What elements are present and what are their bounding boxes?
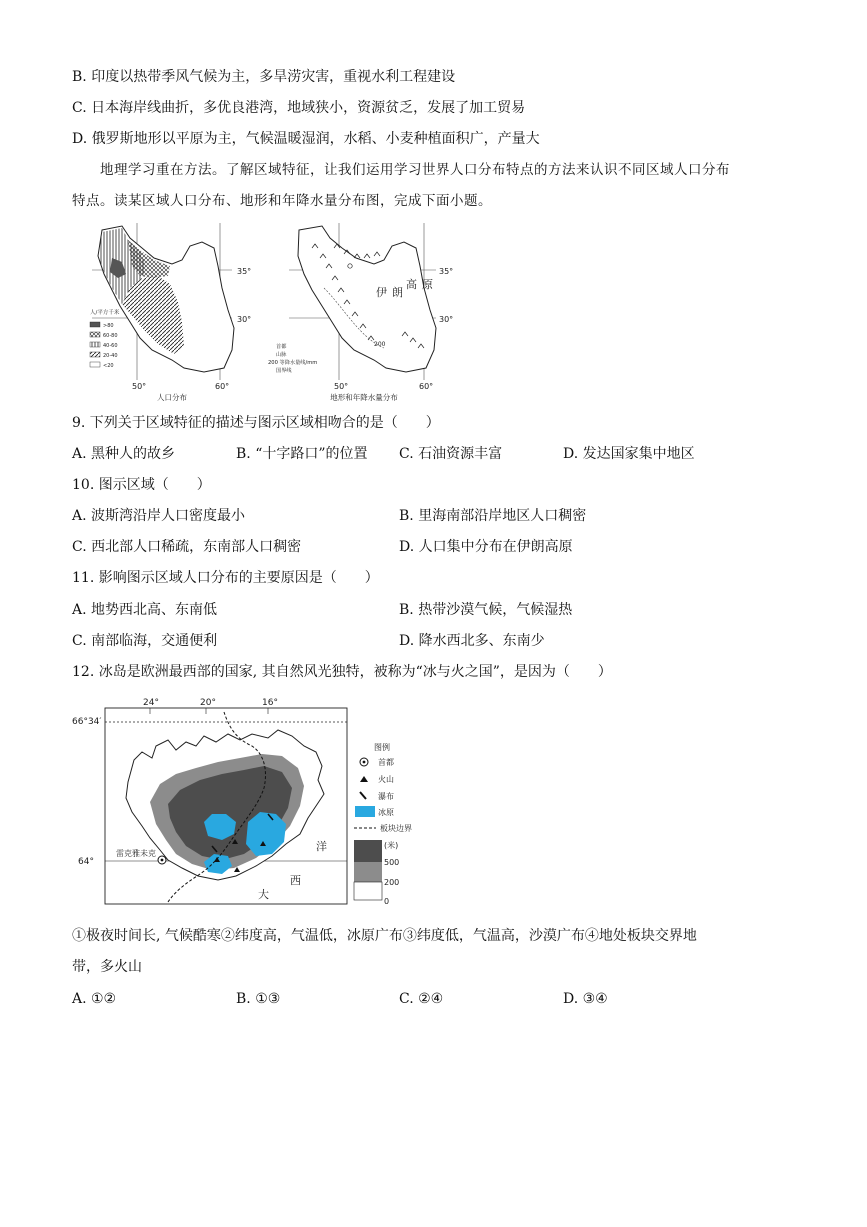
q9-option-b[interactable]: B. “十字路口”的位置: [236, 446, 368, 462]
q12-statements-line2: 带，多火山: [72, 959, 142, 975]
q12-option-b[interactable]: B. ①③: [236, 991, 281, 1007]
lat-arctic-label: 66°34′: [72, 717, 102, 727]
plateau-char-3: 高: [406, 278, 417, 291]
capital-label: 雷克雅未克: [116, 849, 156, 858]
iran-outline-2: [298, 226, 436, 372]
q11-option-c[interactable]: C. 南部临海，交通便利: [72, 633, 218, 649]
lat-30-label: 30°: [237, 315, 252, 324]
q10-option-a[interactable]: A. 波斯湾沿岸人口密度最小: [72, 508, 246, 524]
legend-capital: 首都: [276, 344, 287, 350]
q12-statements-line1: ①极夜时间长, 气候酷寒②纬度高，气温低，冰原广布③纬度低，气温高，沙漠广布④地处板块交界地: [72, 928, 697, 944]
terrain-legend: [268, 342, 317, 374]
iceland-map: [72, 694, 452, 910]
legend-mountain: 山脉: [276, 352, 287, 358]
map1-caption: 人口分布: [157, 393, 187, 402]
legend-elev-0: 0: [384, 897, 390, 906]
population-map: [82, 218, 262, 403]
plateau-char-2: 朗: [392, 286, 403, 299]
q11-option-b[interactable]: B. 热带沙漠气候，气候湿热: [399, 602, 573, 618]
legend-border: 国界线: [276, 368, 292, 374]
q11-option-a[interactable]: A. 地势西北高、东南低: [72, 602, 218, 618]
option-c-prev: C. 日本海岸线曲折，多优良港湾，地域狭小，资源贫乏，发展了加工贸易: [72, 100, 526, 116]
lat-30-label-2: 30°: [439, 315, 454, 324]
q10-option-c[interactable]: C. 西北部人口稀疏，东南部人口稠密: [72, 539, 302, 555]
q12-stem: 12. 冰岛是欧洲最西部的国家, 其自然风光独特，被称为“冰与火之国”，是因为（ ）: [72, 664, 612, 680]
lon-20-label: 20°: [200, 698, 216, 708]
lon-60-label-2: 60°: [419, 382, 434, 391]
lon-16-label: 16°: [262, 698, 278, 708]
q12-option-c[interactable]: C. ②④: [399, 991, 444, 1007]
terrain-precip-map: [264, 218, 464, 403]
legend-elev-200: 200: [384, 878, 400, 887]
legend-item-5: <20: [103, 363, 114, 369]
option-d-prev: D. 俄罗斯地形以平原为主，气候温暖湿润，水稻、小麦种植面积广，产量大: [72, 131, 540, 147]
legend-volcano-icon: [360, 776, 368, 782]
q12-option-d[interactable]: D. ③④: [563, 991, 608, 1007]
intro-text: 地理学习重在方法。了解区域特征，让我们运用学习世界人口分布特点的方法来认识不同区域人口分布特点。读某区域人口分布、地形和年降水量分布图，完成下面小题。: [72, 162, 730, 209]
q10-option-d[interactable]: D. 人口集中分布在伊朗高原: [399, 539, 573, 555]
intro-paragraph: [72, 155, 732, 217]
legend-elev-500: 500: [384, 858, 400, 867]
legend-glacier-swatch: [355, 806, 375, 817]
plateau-char-1: 伊: [376, 286, 387, 299]
legend-item-2: 60-80: [103, 333, 118, 339]
ocean-char-1: 洋: [316, 840, 327, 853]
lon-24-label: 24°: [143, 698, 159, 708]
legend-item-3: 40-60: [103, 343, 118, 349]
ocean-char-3: 大: [258, 888, 269, 901]
lon-60-label: 60°: [215, 382, 230, 391]
q11-option-d[interactable]: D. 降水西北多、东南少: [399, 633, 545, 649]
legend-title: 人/平方千米: [90, 310, 120, 316]
legend-isohyet: 200 等降水量线/mm: [268, 360, 318, 366]
isohyet-200-label: 200: [374, 341, 386, 348]
lat-35-label: 35°: [237, 267, 252, 276]
legend-item-1: >80: [103, 323, 114, 329]
legend-glacier-text: 冰原: [378, 808, 394, 817]
capital-marker: [348, 264, 352, 268]
legend-capital-text: 首都: [378, 758, 394, 767]
legend-waterfall-text: 瀑布: [378, 792, 394, 801]
legend-elev-unit: (米): [384, 841, 399, 850]
lon-50-label: 50°: [132, 382, 147, 391]
lat-35-label-2: 35°: [439, 267, 454, 276]
legend-waterfall-icon: [360, 792, 366, 799]
q9-option-a[interactable]: A. 黑种人的故乡: [72, 446, 176, 462]
map2-caption: 地形和年降水量分布: [330, 393, 398, 402]
lat-64-label: 64°: [78, 857, 94, 867]
q10-option-b[interactable]: B. 里海南部沿岸地区人口稠密: [399, 508, 587, 524]
q11-stem: 11. 影响图示区域人口分布的主要原因是（ ）: [72, 570, 379, 586]
q12-option-a[interactable]: A. ①②: [72, 991, 117, 1007]
plateau-char-4: 原: [422, 278, 433, 291]
iceland-legend: [354, 742, 412, 906]
legend-volcano-text: 火山: [378, 775, 394, 784]
legend-boundary-text: 板块边界: [380, 824, 412, 833]
lon-50-label-2: 50°: [334, 382, 349, 391]
q9-option-d[interactable]: D. 发达国家集中地区: [563, 446, 695, 462]
option-b-prev: B. 印度以热带季风气候为主，多旱涝灾害，重视水利工程建设: [72, 69, 456, 85]
q9-stem: 9. 下列关于区域特征的描述与图示区域相吻合的是（ ）: [72, 415, 440, 431]
legend-item-4: 20-40: [103, 353, 118, 359]
q10-stem: 10. 图示区域（ ）: [72, 477, 211, 493]
population-legend: [90, 308, 120, 369]
legend-title-iceland: 图例: [374, 743, 390, 752]
q9-option-c[interactable]: C. 石油资源丰富: [399, 446, 503, 462]
ocean-char-2: 西: [290, 874, 301, 887]
